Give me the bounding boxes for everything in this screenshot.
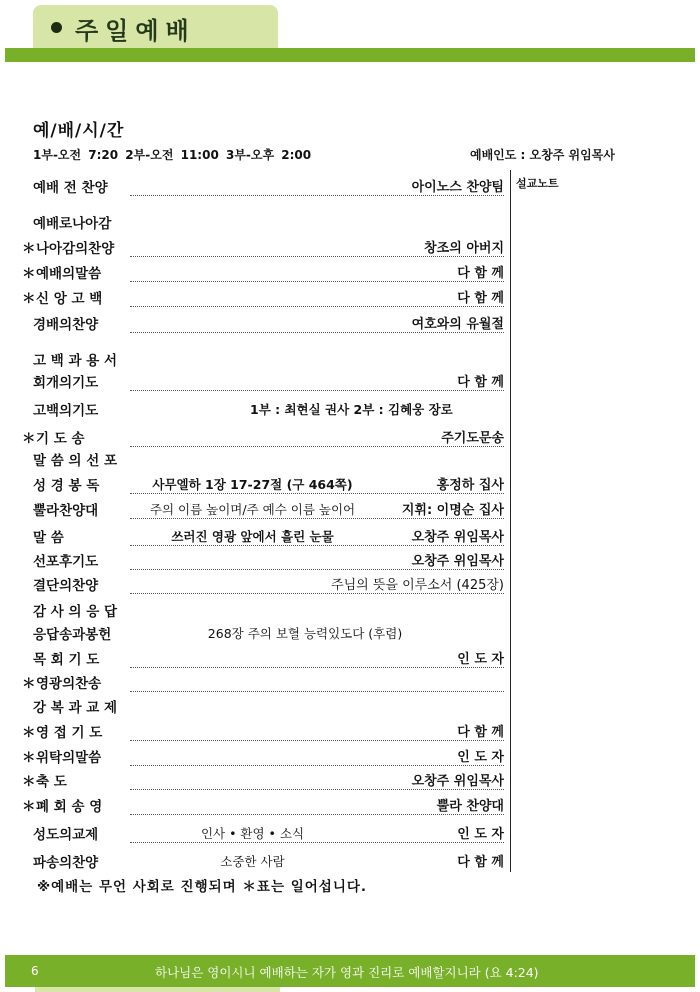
sermon-notes-label: 설교노트 bbox=[516, 177, 559, 190]
service-item-leader: 홍정하 집사 bbox=[436, 478, 504, 493]
dotted-rule bbox=[130, 740, 504, 741]
service-row bbox=[0, 717, 510, 741]
service-item-detail: 쓰러진 영광 앞에서 흘린 눈물 bbox=[171, 529, 334, 544]
service-item-label: 회개의기도 bbox=[33, 375, 99, 391]
dotted-rule bbox=[130, 390, 504, 391]
service-item-leader: 지휘: 이명순 집사 bbox=[401, 503, 504, 518]
service-item-label: 고백의기도 bbox=[33, 403, 99, 419]
service-item-label: 말 씀 bbox=[33, 530, 64, 546]
service-item-leader: 오창주 위임목사 bbox=[411, 554, 504, 569]
service-row bbox=[0, 692, 510, 716]
service-row bbox=[0, 847, 510, 871]
service-item-label: 강 복 과 교 제 bbox=[33, 700, 118, 716]
service-item-leader: 다 함 께 bbox=[457, 266, 504, 281]
service-row bbox=[0, 395, 510, 419]
dotted-rule bbox=[130, 493, 504, 494]
service-row bbox=[0, 367, 510, 391]
service-item-label: 선포후기도 bbox=[33, 554, 99, 570]
standing-mark: ＊ bbox=[22, 676, 36, 692]
service-row bbox=[0, 570, 510, 594]
dotted-rule bbox=[130, 518, 504, 519]
service-item-leader: 다 함 께 bbox=[457, 291, 504, 306]
page-title: 주일예배 bbox=[75, 17, 196, 45]
service-row bbox=[0, 766, 510, 790]
page-number: 6 bbox=[31, 964, 39, 978]
service-item-label: 감 사 의 응 답 bbox=[33, 604, 118, 620]
service-item-detail: 268장 주의 보혈 능력있도다 (후렴) bbox=[207, 626, 403, 641]
service-item-label: 위탁의말씀 bbox=[36, 750, 102, 766]
header-tab bbox=[33, 5, 278, 49]
standing-mark: ＊ bbox=[22, 725, 36, 741]
service-item-label: 영광의찬송 bbox=[36, 676, 102, 692]
service-row bbox=[0, 619, 510, 643]
service-row bbox=[0, 423, 510, 447]
service-item-label: 파송의찬양 bbox=[33, 855, 99, 871]
service-row bbox=[0, 309, 510, 333]
service-item-label: 신 앙 고 백 bbox=[36, 291, 103, 307]
service-row bbox=[0, 233, 510, 257]
service-item-label: 예배 전 찬양 bbox=[33, 180, 108, 196]
service-item-label: 예배의말씀 bbox=[36, 266, 102, 282]
service-item-label: 축 도 bbox=[36, 774, 67, 790]
service-times: 1부-오전 7:20 2부-오전 11:00 3부-오후 2:00 bbox=[33, 148, 312, 162]
service-item-detail: 주의 이름 높이며/주 예수 이름 높이어 bbox=[149, 502, 356, 517]
service-row bbox=[0, 345, 510, 369]
service-row bbox=[0, 258, 510, 282]
standing-mark: ＊ bbox=[22, 431, 36, 447]
standing-mark: ＊ bbox=[22, 291, 36, 307]
service-item-detail: 1부 : 최현실 권사 2부 : 김혜웅 장로 bbox=[250, 402, 453, 417]
column-divider bbox=[510, 170, 511, 872]
service-item-leader: 오창주 위임목사 bbox=[411, 774, 504, 789]
service-item-label: 성 경 봉 독 bbox=[33, 478, 100, 494]
service-item-detail: 사무엘하 1장 17-27절 (구 464쪽) bbox=[152, 477, 353, 492]
service-item-leader: 인 도 자 bbox=[457, 652, 504, 667]
service-item-label: 폐 회 송 영 bbox=[36, 799, 103, 815]
service-row bbox=[0, 791, 510, 815]
footer-tab bbox=[35, 987, 280, 992]
service-item-leader: 뿔라 찬양대 bbox=[436, 799, 504, 814]
service-item-label: 응답송과봉헌 bbox=[33, 627, 112, 643]
header-bar bbox=[5, 48, 695, 62]
dotted-rule bbox=[130, 332, 504, 333]
standing-mark: ＊ bbox=[22, 774, 36, 790]
bullet-icon bbox=[51, 22, 62, 33]
standing-mark: ＊ bbox=[22, 266, 36, 282]
service-item-leader: 아이노스 찬양팀 bbox=[411, 180, 504, 195]
service-row bbox=[0, 596, 510, 620]
service-item-leader: 인 도 자 bbox=[457, 750, 504, 765]
service-item-label: 예배로나아감 bbox=[33, 216, 112, 232]
service-row bbox=[0, 644, 510, 668]
service-row bbox=[0, 668, 510, 692]
footer-verse: 하나님은 영이시니 예배하는 자가 영과 진리로 예배할지니라 (요 4:24) bbox=[155, 965, 539, 980]
service-row bbox=[0, 172, 510, 196]
dotted-rule bbox=[130, 842, 504, 843]
service-row bbox=[0, 819, 510, 843]
dotted-rule bbox=[130, 306, 504, 307]
dotted-rule bbox=[130, 195, 504, 196]
dotted-rule bbox=[130, 256, 504, 257]
service-item-detail: 소중한 사람 bbox=[220, 854, 285, 869]
standing-mark: ＊ bbox=[22, 750, 36, 766]
service-row bbox=[0, 522, 510, 546]
service-item-leader: 인 도 자 bbox=[457, 827, 504, 842]
service-item-label: 기 도 송 bbox=[36, 431, 85, 447]
service-item-leader: 다 함 께 bbox=[457, 855, 504, 870]
service-item-label: 고 백 과 용 서 bbox=[33, 353, 118, 369]
section-title: 예/배/시/간 bbox=[33, 121, 125, 141]
service-item-leader: 다 함 께 bbox=[457, 375, 504, 390]
dotted-rule bbox=[130, 281, 504, 282]
service-item-label: 경배의찬양 bbox=[33, 317, 99, 333]
worship-leader: 예배인도 : 오창주 위임목사 bbox=[470, 148, 615, 162]
service-item-label: 영 접 기 도 bbox=[36, 725, 103, 741]
service-row bbox=[0, 208, 510, 232]
service-item-leader: 주기도문송 bbox=[441, 431, 504, 446]
footer-bar bbox=[5, 955, 695, 987]
dotted-rule bbox=[130, 593, 504, 594]
service-row bbox=[0, 445, 510, 469]
service-item-leader: 주님의 뜻을 이루소서 (425장) bbox=[331, 578, 504, 593]
dotted-rule bbox=[130, 814, 504, 815]
service-row bbox=[0, 495, 510, 519]
service-row bbox=[0, 470, 510, 494]
service-row bbox=[0, 283, 510, 307]
service-item-leader: 여호와의 유월절 bbox=[411, 317, 504, 332]
service-item-label: 성도의교제 bbox=[33, 827, 99, 843]
service-item-leader: 오창주 위임목사 bbox=[411, 530, 504, 545]
service-item-label: 말 씀 의 선 포 bbox=[33, 453, 118, 469]
service-item-label: 나아감의찬양 bbox=[36, 241, 115, 257]
standing-mark: ＊ bbox=[22, 241, 36, 257]
footnote: ※예배는 무언 사회로 진행되며 ＊표는 일어섭니다. bbox=[37, 879, 368, 895]
service-row bbox=[0, 742, 510, 766]
service-row bbox=[0, 546, 510, 570]
service-item-leader: 다 함 께 bbox=[457, 725, 504, 740]
service-item-label: 뿔라찬양대 bbox=[33, 503, 99, 519]
service-item-label: 결단의찬양 bbox=[33, 578, 99, 594]
dotted-rule bbox=[130, 789, 504, 790]
standing-mark: ＊ bbox=[22, 799, 36, 815]
service-item-leader: 창조의 아버지 bbox=[424, 241, 504, 256]
service-item-detail: 인사 • 환영 • 소식 bbox=[200, 826, 305, 841]
service-item-label: 목 회 기 도 bbox=[33, 652, 100, 668]
